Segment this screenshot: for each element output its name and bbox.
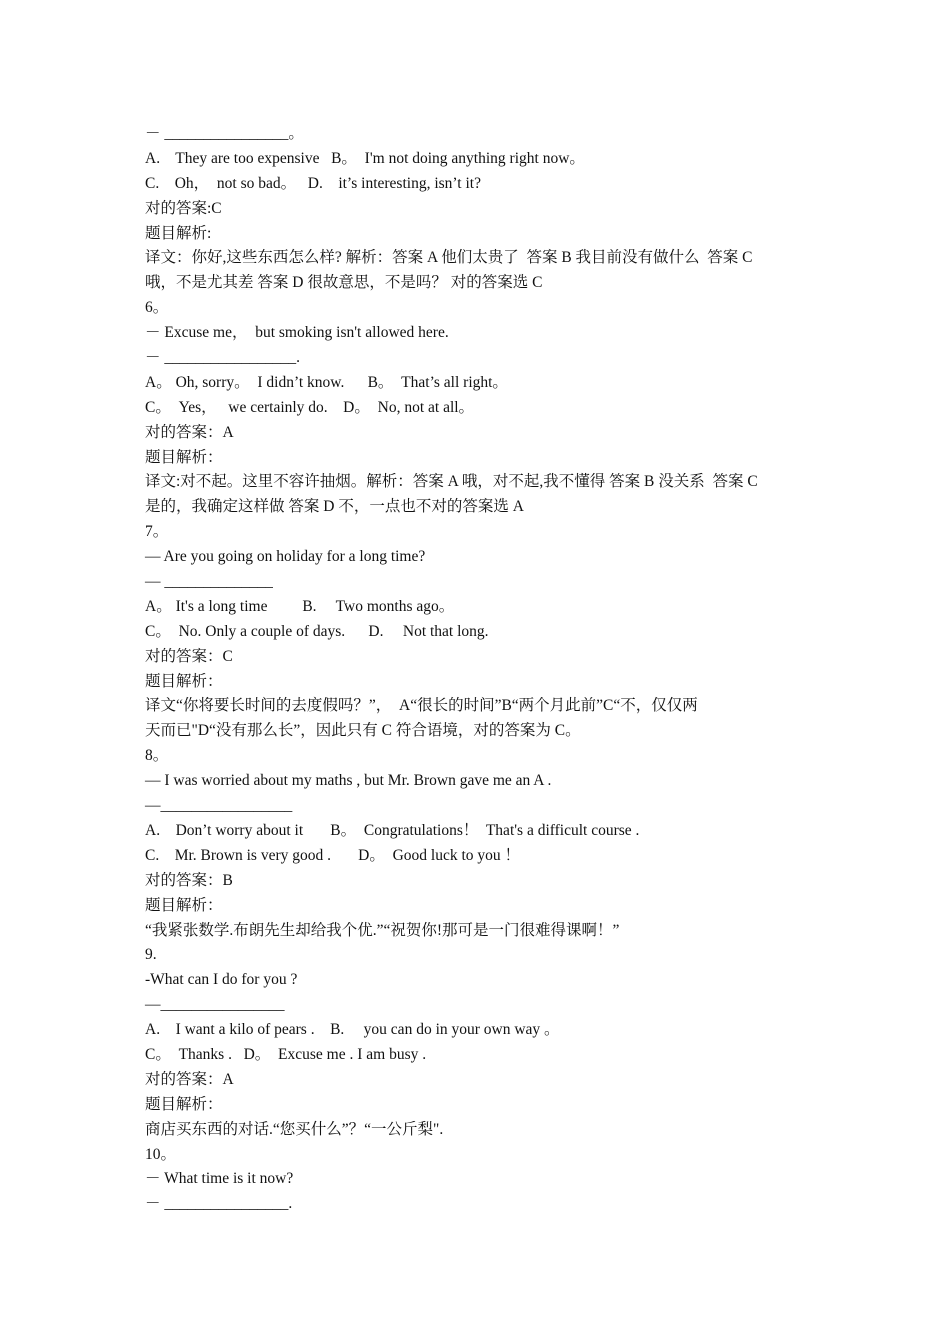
option-line: C。 Thanks . D。 Excuse me . I am busy . xyxy=(145,1045,427,1063)
dialogue-line: － _________________. xyxy=(145,349,301,367)
dialogue-line: — I was worried about my maths , but Mr. Brown gave me an A . xyxy=(145,772,552,790)
analysis-heading: 题目解析： xyxy=(145,448,223,466)
dialogue-line: — Are you going on holiday for a long time? xyxy=(145,548,426,566)
analysis-heading: 题目解析： xyxy=(145,672,223,690)
option-line: A. I want a kilo of pears . B. you can do in your own way 。 xyxy=(145,1021,560,1039)
dialogue-line: —_________________ xyxy=(145,797,293,815)
analysis-text: 译文：你好,这些东西怎么样? 解析：答案 A 他们太贵了 答案 B 我目前没有做什么 答案 C xyxy=(145,249,753,267)
analysis-heading: 题目解析: xyxy=(145,224,212,242)
analysis-heading: 题目解析： xyxy=(145,1095,223,1113)
analysis-text: 天而已"D“没有那么长”，因此只有 C 符合语境，对的答案为 C。 xyxy=(145,722,581,740)
option-line: C。 No. Only a couple of days. D. Not that long. xyxy=(145,622,489,640)
question-number: 8。 xyxy=(145,747,169,765)
dialogue-line: -What can I do for you ? xyxy=(145,971,298,989)
analysis-text: “我紧张数学.布朗先生却给我个优.”“祝贺你!那可是一门很难得课啊！” xyxy=(145,921,620,939)
answer-line: 对的答案:C xyxy=(145,199,222,217)
answer-line: 对的答案：C xyxy=(145,647,233,665)
question-number: 9. xyxy=(145,946,157,964)
dialogue-line: － Excuse me， but smoking isn't allowed here. xyxy=(145,324,449,342)
option-line: C. Mr. Brown is very good . D。 Good luck to you ！ xyxy=(145,846,521,864)
analysis-text: 哦，不是尤其差 答案 D 很故意思，不是吗？ 对的答案选 C xyxy=(145,274,543,292)
analysis-text: 商店买东西的对话.“您买什么”？“一公斤梨". xyxy=(145,1120,444,1138)
dialogue-line: － What time is it now? xyxy=(145,1170,294,1188)
option-line: A。 Oh, sorry。 I didn’t know. B。 That’s all right。 xyxy=(145,373,508,391)
option-line: A. They are too expensive B。 I'm not doing anything right now。 xyxy=(145,149,585,167)
option-line: A。 It's a long time B. Two months ago。 xyxy=(145,597,455,615)
dialogue-line: — ______________ xyxy=(145,573,273,591)
analysis-text: 是的，我确定这样做 答案 D 不，一点也不对的答案选 A xyxy=(145,498,524,516)
document-body xyxy=(145,122,815,1217)
dialogue-line: － ________________. xyxy=(145,1195,293,1213)
analysis-text: 译文“你将要长时间的去度假吗？”， A“很长的时间”B“两个月此前”C“不，仅仅两 xyxy=(145,697,698,715)
dialogue-line: － ________________。 xyxy=(145,125,304,142)
question-number: 6。 xyxy=(145,299,169,317)
answer-line: 对的答案：B xyxy=(145,871,233,889)
option-line: C。 Yes， we certainly do. D。 No, not at all。 xyxy=(145,398,475,416)
answer-line: 对的答案：A xyxy=(145,1070,234,1088)
analysis-heading: 题目解析： xyxy=(145,896,223,914)
dialogue-line: —________________ xyxy=(145,996,285,1014)
analysis-text: 译文:对不起。这里不容许抽烟。解析：答案 A 哦，对不起,我不懂得 答案 B 没关系 答案 C xyxy=(145,473,758,491)
option-line: A. Don’t worry about it B。 Congratulations！ That's a difficult course . xyxy=(145,821,640,839)
question-number: 7。 xyxy=(145,523,169,541)
question-number: 10。 xyxy=(145,1145,177,1163)
option-line: C. Oh， not so bad。 D. it’s interesting, isn’t it? xyxy=(145,174,481,192)
answer-line: 对的答案：A xyxy=(145,423,234,441)
